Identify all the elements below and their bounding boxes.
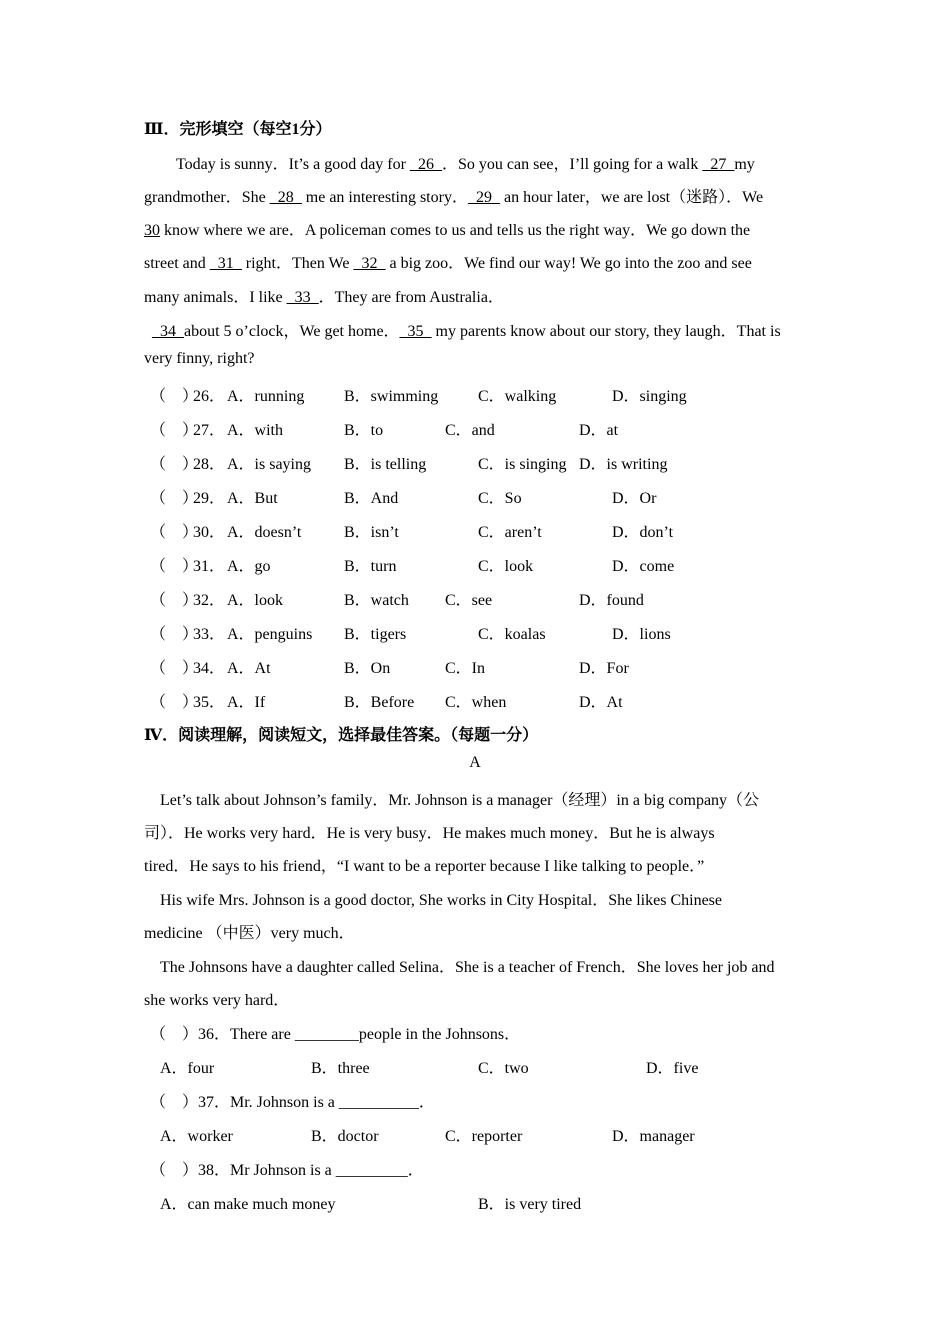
option-c: C．koalas xyxy=(478,626,546,643)
question-number: 27． xyxy=(193,422,226,439)
reading-line-5: medicine （中医）very much． xyxy=(144,925,355,942)
question-38: （ ）38．Mr Johnson is a _________． xyxy=(150,1162,424,1179)
option-d: D．found xyxy=(579,592,644,609)
section4-title: Ⅳ．阅读理解，阅读短文，选择最佳答案。（每题一分） xyxy=(144,727,539,744)
option-c: C．look xyxy=(478,558,534,575)
blank-27: _27_ xyxy=(702,156,735,173)
reading-line-6: The Johnsons have a daughter called Selina．She is a teacher of French．She loves her job and xyxy=(160,959,775,976)
blank-28: _28_ xyxy=(269,189,302,206)
q36-option-b: B．three xyxy=(311,1060,370,1077)
blank-35: _35_ xyxy=(399,323,432,340)
answer-bracket: （ ） xyxy=(150,388,199,405)
option-b: B．Before xyxy=(344,694,415,711)
q36-option-c: C．two xyxy=(478,1060,529,1077)
blank-29: _29_ xyxy=(467,189,500,206)
q37-option-d: D．manager xyxy=(612,1128,695,1145)
answer-bracket: （ ） xyxy=(150,456,199,473)
question-37: （ ）37．Mr. Johnson is a __________． xyxy=(150,1094,435,1111)
answer-bracket: （ ） xyxy=(150,558,199,575)
passage-text: many animals．I like xyxy=(144,289,287,306)
option-c: C．and xyxy=(445,422,495,439)
passage-line-3 xyxy=(144,217,750,240)
passage-text: very finny, right? xyxy=(144,350,255,367)
question-number: 32． xyxy=(193,592,226,609)
passage-text: my parents know about our story, they laugh．That is xyxy=(431,323,781,340)
answer-bracket: （ ） xyxy=(150,524,199,541)
answer-bracket: （ ） xyxy=(150,660,199,677)
passage-line-6 xyxy=(152,318,781,341)
passage-text: about 5 o’clock，We get home． xyxy=(184,323,400,340)
question-number: 34． xyxy=(193,660,226,677)
option-a: A．If xyxy=(227,694,266,711)
option-c: C．when xyxy=(445,694,507,711)
option-d: D．Or xyxy=(612,490,657,507)
reading-line-1: Let’s talk about Johnson’s family．Mr. Johnson is a manager（经理）in a big company（公 xyxy=(160,792,760,809)
passage-text: street and xyxy=(144,255,210,272)
option-c: C．aren’t xyxy=(478,524,542,541)
option-b: B．is telling xyxy=(344,456,427,473)
blank-26: _26_ xyxy=(409,156,442,173)
blank-30: 30 xyxy=(144,222,160,239)
option-d: D．is writing xyxy=(579,456,668,473)
passage-text: a big zoo．We find our way! We go into the zoo and see xyxy=(385,255,752,272)
passage-line-1 xyxy=(176,151,755,174)
question-number: 28． xyxy=(193,456,226,473)
q36-option-a: A．four xyxy=(160,1060,215,1077)
q38-option-a: A．can make much money xyxy=(160,1196,336,1213)
reading-line-4: His wife Mrs. Johnson is a good doctor, She works in City Hospital．She likes Chinese xyxy=(160,892,722,909)
option-a: A．is saying xyxy=(227,456,312,473)
option-d: D．lions xyxy=(612,626,671,643)
passage-text: an hour later，we are lost（迷路）．We xyxy=(499,189,764,206)
passage-text: Today is sunny．It’s a good day for xyxy=(176,156,410,173)
q37-option-b: B．doctor xyxy=(311,1128,379,1145)
option-a: A．with xyxy=(227,422,284,439)
question-36: （ ）36．There are ________people in the Johnsons． xyxy=(150,1026,521,1043)
question-number: 31． xyxy=(193,558,226,575)
option-a: A．doesn’t xyxy=(227,524,302,541)
option-b: B．And xyxy=(344,490,399,507)
option-d: D．At xyxy=(579,694,623,711)
q36-option-d: D．five xyxy=(646,1060,699,1077)
q37-option-c: C．reporter xyxy=(445,1128,523,1145)
option-a: A．But xyxy=(227,490,278,507)
option-b: B．turn xyxy=(344,558,397,575)
passage-text: me an interesting story． xyxy=(301,189,468,206)
question-number: 35． xyxy=(193,694,226,711)
option-b: B．tigers xyxy=(344,626,407,643)
q37-option-a: A．worker xyxy=(160,1128,233,1145)
option-d: D．at xyxy=(579,422,619,439)
option-c: C．walking xyxy=(478,388,557,405)
option-a: A．look xyxy=(227,592,284,609)
passage-line-4 xyxy=(144,250,752,273)
option-c: C．see xyxy=(445,592,493,609)
option-c: C．So xyxy=(478,490,522,507)
answer-bracket: （ ） xyxy=(150,694,199,711)
passage-text: right．Then We xyxy=(241,255,354,272)
option-b: B．watch xyxy=(344,592,409,609)
q38-option-b: B．is very tired xyxy=(478,1196,582,1213)
option-d: D．singing xyxy=(612,388,687,405)
option-d: D．come xyxy=(612,558,675,575)
passage-line-7 xyxy=(144,350,254,368)
option-b: B．On xyxy=(344,660,391,677)
option-b: B．isn’t xyxy=(344,524,399,541)
option-b: B．swimming xyxy=(344,388,439,405)
reading-line-7: she works very hard． xyxy=(144,992,290,1009)
blank-32: _32_ xyxy=(353,255,386,272)
reading-line-2: 司）．He works very hard．He is very busy．He makes much money．But he is always xyxy=(144,825,715,842)
blank-31: _31_ xyxy=(209,255,242,272)
option-a: A．running xyxy=(227,388,305,405)
answer-bracket: （ ） xyxy=(150,626,199,643)
question-number: 30． xyxy=(193,524,226,541)
option-d: D．For xyxy=(579,660,629,677)
option-d: D．don’t xyxy=(612,524,674,541)
section3-title: Ⅲ．完形填空（每空1分） xyxy=(144,121,332,138)
passage-a-label: A xyxy=(469,754,481,771)
option-c: C．In xyxy=(445,660,486,677)
passage-line-5 xyxy=(144,284,504,307)
passage-text: my xyxy=(734,156,755,173)
blank-34: _34_ xyxy=(152,323,184,340)
question-number: 29． xyxy=(193,490,226,507)
answer-bracket: （ ） xyxy=(150,592,199,609)
option-a: A．penguins xyxy=(227,626,313,643)
option-b: B．to xyxy=(344,422,384,439)
question-number: 33． xyxy=(193,626,226,643)
reading-line-3: tired．He says to his friend，“I want to be a reporter because I like talking to people．” xyxy=(144,858,705,875)
answer-bracket: （ ） xyxy=(150,490,199,507)
blank-33: _33_ xyxy=(286,289,319,306)
option-a: A．At xyxy=(227,660,271,677)
passage-text: know where we are．A policeman comes to us and tells us the right way．We go down the xyxy=(160,222,751,239)
passage-text: ．They are from Australia． xyxy=(318,289,504,306)
question-number: 26． xyxy=(193,388,226,405)
passage-text: ．So you can see，I’ll going for a walk xyxy=(441,156,703,173)
answer-bracket: （ ） xyxy=(150,422,199,439)
passage-text: grandmother．She xyxy=(144,189,270,206)
passage-line-2 xyxy=(144,184,763,207)
option-c: C．is singing xyxy=(478,456,567,473)
option-a: A．go xyxy=(227,558,271,575)
